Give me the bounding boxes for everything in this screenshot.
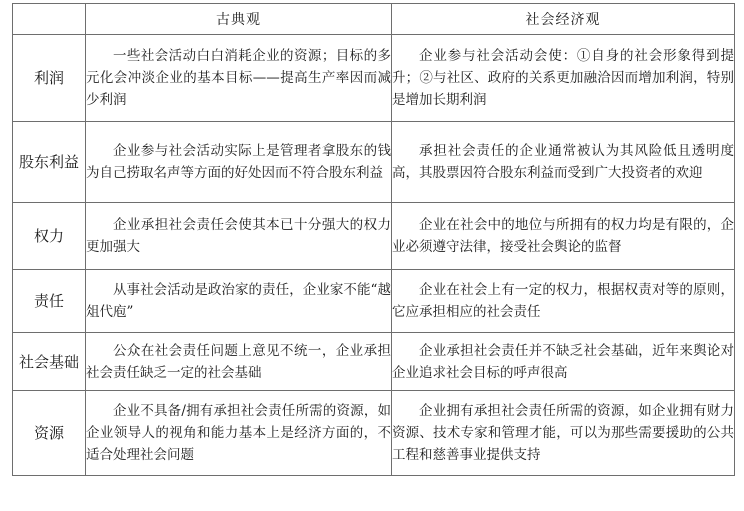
table-row [13,333,735,391]
socioeconomic-text: 企业承担社会责任并不缺乏社会基础，近年来舆论对企业追求社会目标的呼声很高 [392,342,734,381]
socioeconomic-text: 企业在社会上有一定的权力，根据权责对等的原则，它应承担相应的社会责任 [392,282,734,320]
header-corner [13,4,86,35]
table-row [13,270,735,333]
socioeconomic-text: 企业在社会中的地位与所拥有的权力均是有限的，企业必须遵守法律，接受社会舆论的监督 [392,217,734,255]
classical-cell [86,270,392,333]
classical-cell [86,35,392,122]
socioeconomic-cell [392,122,735,203]
header-row [13,4,735,35]
classical-text: 一些社会活动白白消耗企业的资源；目标的多元化会冲淡企业的基本目标——提高生产率因而减少利润 [86,48,391,108]
header-classical: 古典观 [86,4,392,35]
socioeconomic-cell [392,270,735,333]
classical-cell [86,333,392,391]
classical-cell [86,391,392,476]
classical-cell [86,122,392,203]
comparison-table [12,3,735,476]
row-label: 利润 [13,35,86,122]
classical-text: 企业不具备/拥有承担社会责任所需的资源，如企业领导人的视角和能力基本上是经济方面的，不适合处理社会问题 [86,403,391,463]
socioeconomic-cell [392,391,735,476]
socioeconomic-text: 企业拥有承担社会责任所需的资源，如企业拥有财力资源、技术专家和管理才能，可以为那些需要援助的公共工程和慈善事业提供支持 [392,403,734,463]
row-label: 社会基础 [13,333,86,391]
classical-text: 从事社会活动是政治家的责任，企业家不能“越俎代庖” [86,282,391,320]
table-row [13,391,735,476]
header-socioeconomic: 社会经济观 [392,4,735,35]
row-label: 权力 [13,203,86,270]
table-row [13,35,735,122]
classical-text: 企业承担社会责任会使其本已十分强大的权力更加强大 [86,217,391,255]
classical-text: 公众在社会责任问题上意见不统一，企业承担社会责任缺乏一定的社会基础 [86,342,391,381]
row-label: 资源 [13,391,86,476]
socioeconomic-text: 承担社会责任的企业通常被认为其风险低且透明度高，其股票因符合股东利益而受到广大投资者的欢迎 [392,143,734,181]
socioeconomic-cell [392,203,735,270]
socioeconomic-cell [392,35,735,122]
row-label: 股东利益 [13,122,86,203]
socioeconomic-cell [392,333,735,391]
table-row [13,203,735,270]
classical-cell [86,203,392,270]
socioeconomic-text: 企业参与社会活动会使：①自身的社会形象得到提升；②与社区、政府的关系更加融洽因而增加利润，特别是增加长期利润 [392,48,734,108]
classical-text: 企业参与社会活动实际上是管理者拿股东的钱为自己捞取名声等方面的好处因而不符合股东利益 [86,143,391,181]
row-label: 责任 [13,270,86,333]
table-row [13,122,735,203]
